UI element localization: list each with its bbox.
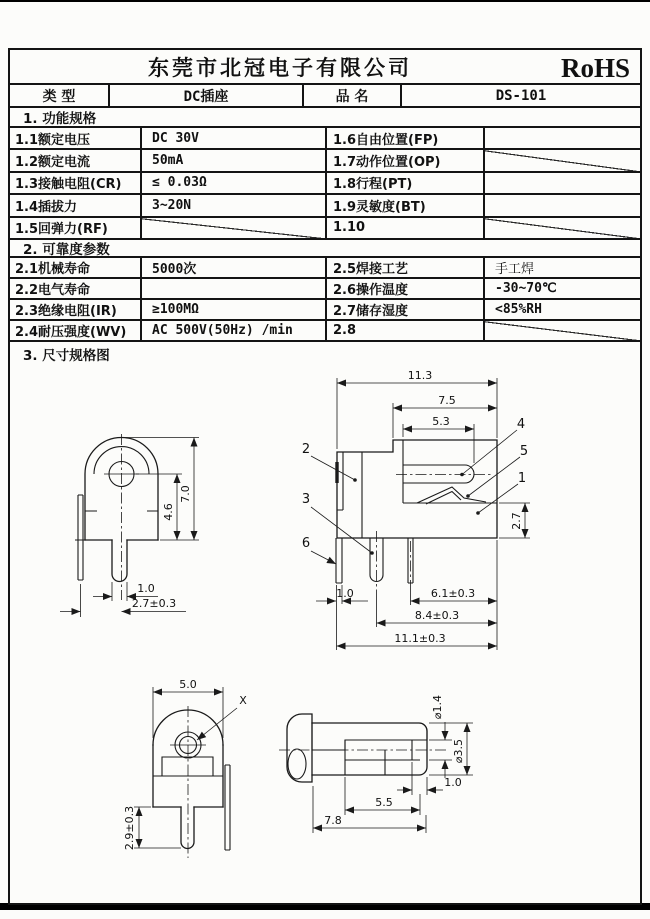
spec-row bbox=[10, 300, 640, 321]
spec-label: 2.8 bbox=[327, 321, 485, 340]
dim-2.9-0.3: 2.9±0.3 bbox=[123, 805, 136, 851]
spec-row bbox=[10, 258, 640, 279]
dim-2.7: 2.7 bbox=[510, 512, 523, 530]
spec-value bbox=[485, 195, 640, 215]
spec-row bbox=[10, 321, 640, 342]
dim-1.0-wall: 1.0 bbox=[444, 775, 462, 789]
spec-value: ≤ 0.03Ω bbox=[142, 173, 327, 193]
spec-label: 1.9灵敏度(BT) bbox=[327, 195, 485, 215]
section-view-drawing bbox=[279, 695, 473, 833]
name-value: DS-101 bbox=[495, 87, 547, 104]
main-view-drawing bbox=[302, 369, 530, 650]
dim-7.5: 7.5 bbox=[438, 393, 456, 407]
spec-value-empty bbox=[485, 150, 640, 170]
dim-6.1-0.3: 6.1±0.3 bbox=[430, 586, 476, 600]
section2-title: 2. 可靠度参数 bbox=[10, 240, 640, 258]
company-name: 东莞市北冠电子有限公司 bbox=[148, 55, 412, 80]
type-label: 类 型 bbox=[10, 85, 110, 106]
spec-row bbox=[10, 195, 640, 217]
name-label: 品 名 bbox=[304, 85, 402, 106]
spec-value: DC 30V bbox=[142, 128, 327, 148]
spec-value: AC 500V(50Hz) /min bbox=[142, 321, 327, 340]
spec-value: 3~20N bbox=[142, 195, 327, 215]
spec-value: 手工焊 bbox=[495, 261, 535, 277]
spec-row bbox=[10, 128, 640, 150]
spec-label: 1.10 bbox=[327, 218, 485, 238]
spec-label: 2.5焊接工艺 bbox=[327, 258, 485, 277]
spec-label: 1.1额定电压 bbox=[10, 128, 142, 148]
dim-7.8: 7.8 bbox=[324, 813, 342, 827]
spec-value bbox=[485, 128, 640, 148]
spec-value bbox=[485, 173, 640, 193]
drawing-canvas bbox=[10, 366, 640, 903]
part-5: 5 bbox=[519, 443, 529, 459]
spec-value: 50mA bbox=[142, 150, 327, 170]
dim-5.5: 5.5 bbox=[375, 795, 393, 809]
dim-dia-1.4: ⌀1.4 bbox=[431, 694, 444, 720]
front-view-drawing bbox=[123, 678, 247, 858]
spec-label: 1.4插拔力 bbox=[10, 195, 142, 215]
side-view-drawing bbox=[60, 434, 199, 617]
spec-label: 1.2额定电流 bbox=[10, 150, 142, 170]
dim-7.0: 7.0 bbox=[179, 485, 192, 503]
spec-label: 2.2电气寿命 bbox=[10, 279, 142, 298]
dim-8.4-0.3: 8.4±0.3 bbox=[414, 608, 460, 622]
part-1: 1 bbox=[517, 470, 527, 486]
spec-value: -30~70℃ bbox=[495, 280, 557, 296]
spec-value: 5000次 bbox=[142, 258, 327, 277]
dim-2.7-0.3: 2.7±0.3 bbox=[131, 596, 177, 610]
spec-row bbox=[10, 218, 640, 240]
top-rule bbox=[0, 0, 650, 2]
dim-11.1-0.3: 11.1±0.3 bbox=[394, 631, 446, 645]
spec-label: 2.7储存湿度 bbox=[327, 300, 485, 319]
spec-label: 1.6自由位置(FP) bbox=[327, 128, 485, 148]
spec-value: ≥100MΩ bbox=[142, 300, 327, 319]
dim-5.3: 5.3 bbox=[432, 414, 450, 428]
type-row bbox=[10, 85, 640, 108]
spec-label: 1.3接触电阻(CR) bbox=[10, 173, 142, 193]
dim-1.0: 1.0 bbox=[137, 581, 155, 595]
part-3: 3 bbox=[301, 491, 311, 507]
spec-label: 1.8行程(PT) bbox=[327, 173, 485, 193]
spec-value: <85%RH bbox=[495, 301, 542, 317]
title-row bbox=[10, 50, 640, 85]
part-6: 6 bbox=[301, 535, 311, 551]
spec-value-empty bbox=[485, 321, 640, 340]
spec-label: 2.6操作温度 bbox=[327, 279, 485, 298]
spec-value bbox=[142, 279, 327, 298]
spec-label: 2.3绝缘电阻(IR) bbox=[10, 300, 142, 319]
type-value: DC插座 bbox=[110, 85, 304, 106]
section3-title: 3. 尺寸规格图 bbox=[23, 347, 110, 364]
section1-title: 1. 功能规格 bbox=[10, 108, 640, 128]
dimension-drawings bbox=[10, 366, 640, 907]
spec-table bbox=[8, 48, 642, 905]
spec-value-empty bbox=[142, 218, 327, 238]
spec-row bbox=[10, 279, 640, 300]
dim-1.0: 1.0 bbox=[336, 586, 354, 600]
dim-4.6: 4.6 bbox=[162, 503, 175, 521]
dim-5.0: 5.0 bbox=[179, 677, 197, 691]
part-2: 2 bbox=[301, 441, 311, 457]
spec-label: 2.1机械寿命 bbox=[10, 258, 142, 277]
spec-label: 2.4耐压强度(WV) bbox=[10, 321, 142, 340]
part-4: 4 bbox=[516, 416, 526, 432]
detail-x-label: X bbox=[239, 693, 247, 707]
spec-row bbox=[10, 173, 640, 195]
spec-label: 1.7动作位置(OP) bbox=[327, 150, 485, 170]
dim-dia-3.5: ⌀3.5 bbox=[452, 738, 465, 764]
rohs-badge: RoHS bbox=[560, 53, 630, 83]
spec-row bbox=[10, 150, 640, 172]
spec-value-empty bbox=[485, 218, 640, 238]
dim-11.3: 11.3 bbox=[407, 368, 433, 382]
spec-label: 1.5回弹力(RF) bbox=[10, 218, 142, 238]
